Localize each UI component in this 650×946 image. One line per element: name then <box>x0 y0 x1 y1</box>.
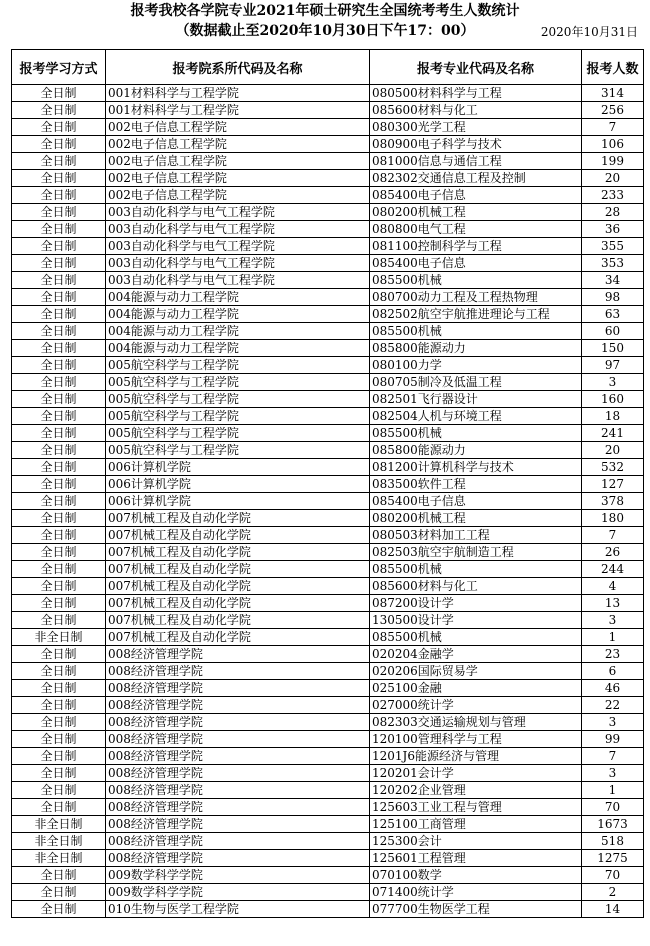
department-cell: 008经济管理学院 <box>106 646 370 663</box>
table-row <box>12 901 644 918</box>
applicant-count-cell: 7 <box>582 527 644 544</box>
applicant-count-cell: 3 <box>582 765 644 782</box>
major-cell: 130500设计学 <box>370 612 582 629</box>
department-cell: 008经济管理学院 <box>106 850 370 867</box>
study-mode-cell: 全日制 <box>12 612 106 629</box>
department-cell: 007机械工程及自动化学院 <box>106 578 370 595</box>
major-cell: 080800电气工程 <box>370 221 582 238</box>
major-cell: 080100力学 <box>370 357 582 374</box>
table-row <box>12 765 644 782</box>
table-row <box>12 425 644 442</box>
applicant-count-cell: 241 <box>582 425 644 442</box>
table-row <box>12 833 644 850</box>
major-cell: 120100管理科学与工程 <box>370 731 582 748</box>
applicant-count-cell: 160 <box>582 391 644 408</box>
table-row <box>12 476 644 493</box>
table-row <box>12 187 644 204</box>
applicant-count-cell: 1275 <box>582 850 644 867</box>
department-cell: 001材料科学与工程学院 <box>106 102 370 119</box>
applicant-count-cell: 7 <box>582 119 644 136</box>
study-mode-cell: 全日制 <box>12 697 106 714</box>
study-mode-cell: 全日制 <box>12 714 106 731</box>
major-cell: 125100工商管理 <box>370 816 582 833</box>
department-cell: 005航空科学与工程学院 <box>106 425 370 442</box>
report-title: 报考我校各学院专业2021年硕士研究生全国统考考生人数统计 <box>130 3 520 19</box>
applicant-count-cell: 22 <box>582 697 644 714</box>
study-mode-cell: 全日制 <box>12 340 106 357</box>
table-row <box>12 595 644 612</box>
table-row <box>12 714 644 731</box>
department-cell: 005航空科学与工程学院 <box>106 374 370 391</box>
applicant-count-cell: 1 <box>582 782 644 799</box>
department-cell: 005航空科学与工程学院 <box>106 442 370 459</box>
department-cell: 007机械工程及自动化学院 <box>106 561 370 578</box>
table-row <box>12 442 644 459</box>
applicant-count-cell: 6 <box>582 663 644 680</box>
table-row <box>12 153 644 170</box>
study-mode-cell: 全日制 <box>12 442 106 459</box>
applicant-count-cell: 14 <box>582 901 644 918</box>
table-row <box>12 255 644 272</box>
table-row <box>12 731 644 748</box>
department-cell: 002电子信息工程学院 <box>106 153 370 170</box>
department-cell: 005航空科学与工程学院 <box>106 408 370 425</box>
col-header-applicant-count: 报考人数 <box>582 50 644 85</box>
study-mode-cell: 全日制 <box>12 527 106 544</box>
applicant-count-cell: 2 <box>582 884 644 901</box>
table-row <box>12 510 644 527</box>
major-cell: 071400统计学 <box>370 884 582 901</box>
study-mode-cell: 全日制 <box>12 748 106 765</box>
applicant-count-cell: 3 <box>582 612 644 629</box>
department-cell: 008经济管理学院 <box>106 731 370 748</box>
applicant-count-cell: 353 <box>582 255 644 272</box>
applicant-count-cell: 23 <box>582 646 644 663</box>
table-row <box>12 816 644 833</box>
study-mode-cell: 全日制 <box>12 204 106 221</box>
department-cell: 008经济管理学院 <box>106 714 370 731</box>
applicant-count-cell: 3 <box>582 714 644 731</box>
study-mode-cell: 全日制 <box>12 459 106 476</box>
major-cell: 125601工程管理 <box>370 850 582 867</box>
table-row <box>12 340 644 357</box>
major-cell: 020206国际贸易学 <box>370 663 582 680</box>
department-cell: 001材料科学与工程学院 <box>106 85 370 102</box>
report-header <box>0 0 650 46</box>
applicant-count-cell: 4 <box>582 578 644 595</box>
department-cell: 009数学科学学院 <box>106 884 370 901</box>
major-cell: 085600材料与化工 <box>370 578 582 595</box>
major-cell: 087200设计学 <box>370 595 582 612</box>
applicant-count-cell: 532 <box>582 459 644 476</box>
major-cell: 025100金融 <box>370 680 582 697</box>
applicant-count-cell: 63 <box>582 306 644 323</box>
department-cell: 006计算机学院 <box>106 459 370 476</box>
major-cell: 085400电子信息 <box>370 493 582 510</box>
major-cell: 125603工业工程与管理 <box>370 799 582 816</box>
department-cell: 004能源与动力工程学院 <box>106 323 370 340</box>
applicant-count-cell: 378 <box>582 493 644 510</box>
department-cell: 009数学科学学院 <box>106 867 370 884</box>
study-mode-cell: 全日制 <box>12 680 106 697</box>
table-row <box>12 612 644 629</box>
study-mode-cell: 全日制 <box>12 510 106 527</box>
major-cell: 085400电子信息 <box>370 255 582 272</box>
table-row <box>12 170 644 187</box>
major-cell: 077700生物医学工程 <box>370 901 582 918</box>
applicant-count-cell: 7 <box>582 748 644 765</box>
study-mode-cell: 全日制 <box>12 731 106 748</box>
major-cell: 085800能源动力 <box>370 340 582 357</box>
department-cell: 002电子信息工程学院 <box>106 136 370 153</box>
table-row <box>12 748 644 765</box>
table-row <box>12 136 644 153</box>
department-cell: 005航空科学与工程学院 <box>106 391 370 408</box>
applicant-count-cell: 244 <box>582 561 644 578</box>
study-mode-cell: 全日制 <box>12 102 106 119</box>
study-mode-cell: 全日制 <box>12 595 106 612</box>
major-cell: 020204金融学 <box>370 646 582 663</box>
department-cell: 008经济管理学院 <box>106 663 370 680</box>
department-cell: 008经济管理学院 <box>106 765 370 782</box>
department-cell: 007机械工程及自动化学院 <box>106 629 370 646</box>
study-mode-cell: 全日制 <box>12 867 106 884</box>
table-row <box>12 544 644 561</box>
applicant-count-cell: 127 <box>582 476 644 493</box>
table-row <box>12 374 644 391</box>
major-cell: 085400电子信息 <box>370 187 582 204</box>
applicant-count-cell: 26 <box>582 544 644 561</box>
major-cell: 080500材料科学与工程 <box>370 85 582 102</box>
major-cell: 085500机械 <box>370 629 582 646</box>
department-cell: 006计算机学院 <box>106 476 370 493</box>
department-cell: 008经济管理学院 <box>106 782 370 799</box>
study-mode-cell: 全日制 <box>12 663 106 680</box>
department-cell: 007机械工程及自动化学院 <box>106 612 370 629</box>
table-row <box>12 459 644 476</box>
table-row <box>12 646 644 663</box>
major-cell: 080300光学工程 <box>370 119 582 136</box>
applicant-count-cell: 518 <box>582 833 644 850</box>
table-row <box>12 391 644 408</box>
applicant-count-cell: 233 <box>582 187 644 204</box>
department-cell: 002电子信息工程学院 <box>106 187 370 204</box>
applicant-count-cell: 20 <box>582 170 644 187</box>
department-cell: 010生物与医学工程学院 <box>106 901 370 918</box>
table-row <box>12 289 644 306</box>
report-subtitle: （数据截止至2020年10月30日下午17：00） <box>175 23 475 39</box>
department-cell: 005航空科学与工程学院 <box>106 357 370 374</box>
department-cell: 004能源与动力工程学院 <box>106 340 370 357</box>
major-cell: 080705制冷及低温工程 <box>370 374 582 391</box>
major-cell: 085500机械 <box>370 561 582 578</box>
report-date: 2020年10月31日 <box>540 25 638 39</box>
department-cell: 003自动化科学与电气工程学院 <box>106 204 370 221</box>
major-cell: 085500机械 <box>370 272 582 289</box>
study-mode-cell: 全日制 <box>12 493 106 510</box>
major-cell: 1201J6能源经济与管理 <box>370 748 582 765</box>
table-row <box>12 272 644 289</box>
table-row <box>12 102 644 119</box>
major-cell: 082502航空宇航推进理论与工程 <box>370 306 582 323</box>
applicant-count-cell: 106 <box>582 136 644 153</box>
table-row <box>12 306 644 323</box>
study-mode-cell: 非全日制 <box>12 816 106 833</box>
major-cell: 082503航空宇航制造工程 <box>370 544 582 561</box>
study-mode-cell: 非全日制 <box>12 629 106 646</box>
col-header-major: 报考专业代码及名称 <box>370 50 582 85</box>
department-cell: 003自动化科学与电气工程学院 <box>106 272 370 289</box>
applicant-count-cell: 1 <box>582 629 644 646</box>
applicant-count-cell: 199 <box>582 153 644 170</box>
major-cell: 081000信息与通信工程 <box>370 153 582 170</box>
table-header-row <box>12 50 644 85</box>
applicant-count-cell: 28 <box>582 204 644 221</box>
table-row <box>12 238 644 255</box>
major-cell: 120201会计学 <box>370 765 582 782</box>
applicant-count-cell: 99 <box>582 731 644 748</box>
col-header-study-mode: 报考学习方式 <box>12 50 106 85</box>
applicant-count-cell: 60 <box>582 323 644 340</box>
study-mode-cell: 全日制 <box>12 272 106 289</box>
study-mode-cell: 全日制 <box>12 238 106 255</box>
department-cell: 008经济管理学院 <box>106 748 370 765</box>
table-row <box>12 680 644 697</box>
applicant-count-cell: 46 <box>582 680 644 697</box>
study-mode-cell: 非全日制 <box>12 833 106 850</box>
major-cell: 085800能源动力 <box>370 442 582 459</box>
table-row <box>12 323 644 340</box>
applicant-count-cell: 3 <box>582 374 644 391</box>
study-mode-cell: 全日制 <box>12 255 106 272</box>
major-cell: 081100控制科学与工程 <box>370 238 582 255</box>
table-row <box>12 493 644 510</box>
study-mode-cell: 全日制 <box>12 221 106 238</box>
department-cell: 008经济管理学院 <box>106 833 370 850</box>
study-mode-cell: 全日制 <box>12 170 106 187</box>
department-cell: 003自动化科学与电气工程学院 <box>106 238 370 255</box>
department-cell: 008经济管理学院 <box>106 799 370 816</box>
applicant-count-cell: 150 <box>582 340 644 357</box>
department-cell: 006计算机学院 <box>106 493 370 510</box>
major-cell: 080700动力工程及工程热物理 <box>370 289 582 306</box>
department-cell: 002电子信息工程学院 <box>106 170 370 187</box>
major-cell: 080900电子科学与技术 <box>370 136 582 153</box>
major-cell: 082302交通信息工程及控制 <box>370 170 582 187</box>
table-row <box>12 357 644 374</box>
applicant-count-cell: 13 <box>582 595 644 612</box>
table-row <box>12 561 644 578</box>
major-cell: 082501飞行器设计 <box>370 391 582 408</box>
major-cell: 083500软件工程 <box>370 476 582 493</box>
study-mode-cell: 全日制 <box>12 408 106 425</box>
applicant-count-cell: 36 <box>582 221 644 238</box>
major-cell: 080200机械工程 <box>370 204 582 221</box>
major-cell: 082303交通运输规划与管理 <box>370 714 582 731</box>
department-cell: 007机械工程及自动化学院 <box>106 510 370 527</box>
study-mode-cell: 全日制 <box>12 153 106 170</box>
applicant-count-cell: 1673 <box>582 816 644 833</box>
major-cell: 027000统计学 <box>370 697 582 714</box>
applicant-count-cell: 256 <box>582 102 644 119</box>
applicant-count-cell: 34 <box>582 272 644 289</box>
table-row <box>12 884 644 901</box>
study-mode-cell: 全日制 <box>12 357 106 374</box>
major-cell: 082504人机与环境工程 <box>370 408 582 425</box>
major-cell: 085500机械 <box>370 323 582 340</box>
applicant-count-cell: 70 <box>582 867 644 884</box>
study-mode-cell: 全日制 <box>12 799 106 816</box>
study-mode-cell: 全日制 <box>12 782 106 799</box>
major-cell: 080503材料加工工程 <box>370 527 582 544</box>
department-cell: 007机械工程及自动化学院 <box>106 527 370 544</box>
major-cell: 070100数学 <box>370 867 582 884</box>
study-mode-cell: 非全日制 <box>12 850 106 867</box>
department-cell: 004能源与动力工程学院 <box>106 289 370 306</box>
table-row <box>12 629 644 646</box>
study-mode-cell: 全日制 <box>12 646 106 663</box>
study-mode-cell: 全日制 <box>12 85 106 102</box>
table-row <box>12 782 644 799</box>
applicant-count-cell: 97 <box>582 357 644 374</box>
major-cell: 080200机械工程 <box>370 510 582 527</box>
applicant-count-cell: 70 <box>582 799 644 816</box>
department-cell: 008经济管理学院 <box>106 680 370 697</box>
department-cell: 002电子信息工程学院 <box>106 119 370 136</box>
study-mode-cell: 全日制 <box>12 306 106 323</box>
study-mode-cell: 全日制 <box>12 476 106 493</box>
table-row <box>12 850 644 867</box>
table-row <box>12 221 644 238</box>
table-row <box>12 578 644 595</box>
applicant-count-cell: 18 <box>582 408 644 425</box>
table-row <box>12 85 644 102</box>
table-row <box>12 408 644 425</box>
study-mode-cell: 全日制 <box>12 884 106 901</box>
study-mode-cell: 全日制 <box>12 561 106 578</box>
col-header-department: 报考院系所代码及名称 <box>106 50 370 85</box>
applicant-count-table <box>11 49 644 918</box>
applicant-count-cell: 20 <box>582 442 644 459</box>
table-row <box>12 697 644 714</box>
major-cell: 125300会计 <box>370 833 582 850</box>
table-row <box>12 663 644 680</box>
study-mode-cell: 全日制 <box>12 187 106 204</box>
major-cell: 085500机械 <box>370 425 582 442</box>
table-row <box>12 119 644 136</box>
table-body <box>12 85 644 918</box>
study-mode-cell: 全日制 <box>12 289 106 306</box>
applicant-count-cell: 180 <box>582 510 644 527</box>
department-cell: 008经济管理学院 <box>106 697 370 714</box>
study-mode-cell: 全日制 <box>12 374 106 391</box>
applicant-count-cell: 314 <box>582 85 644 102</box>
study-mode-cell: 全日制 <box>12 323 106 340</box>
department-cell: 008经济管理学院 <box>106 816 370 833</box>
study-mode-cell: 全日制 <box>12 119 106 136</box>
study-mode-cell: 全日制 <box>12 765 106 782</box>
table-row <box>12 867 644 884</box>
table-row <box>12 527 644 544</box>
department-cell: 004能源与动力工程学院 <box>106 306 370 323</box>
department-cell: 003自动化科学与电气工程学院 <box>106 255 370 272</box>
study-mode-cell: 全日制 <box>12 136 106 153</box>
study-mode-cell: 全日制 <box>12 544 106 561</box>
department-cell: 007机械工程及自动化学院 <box>106 595 370 612</box>
department-cell: 003自动化科学与电气工程学院 <box>106 221 370 238</box>
department-cell: 007机械工程及自动化学院 <box>106 544 370 561</box>
major-cell: 120202企业管理 <box>370 782 582 799</box>
table-row <box>12 204 644 221</box>
table-row <box>12 799 644 816</box>
major-cell: 081200计算机科学与技术 <box>370 459 582 476</box>
study-mode-cell: 全日制 <box>12 425 106 442</box>
study-mode-cell: 全日制 <box>12 391 106 408</box>
major-cell: 085600材料与化工 <box>370 102 582 119</box>
applicant-count-cell: 98 <box>582 289 644 306</box>
applicant-count-cell: 355 <box>582 238 644 255</box>
study-mode-cell: 全日制 <box>12 578 106 595</box>
study-mode-cell: 全日制 <box>12 901 106 918</box>
